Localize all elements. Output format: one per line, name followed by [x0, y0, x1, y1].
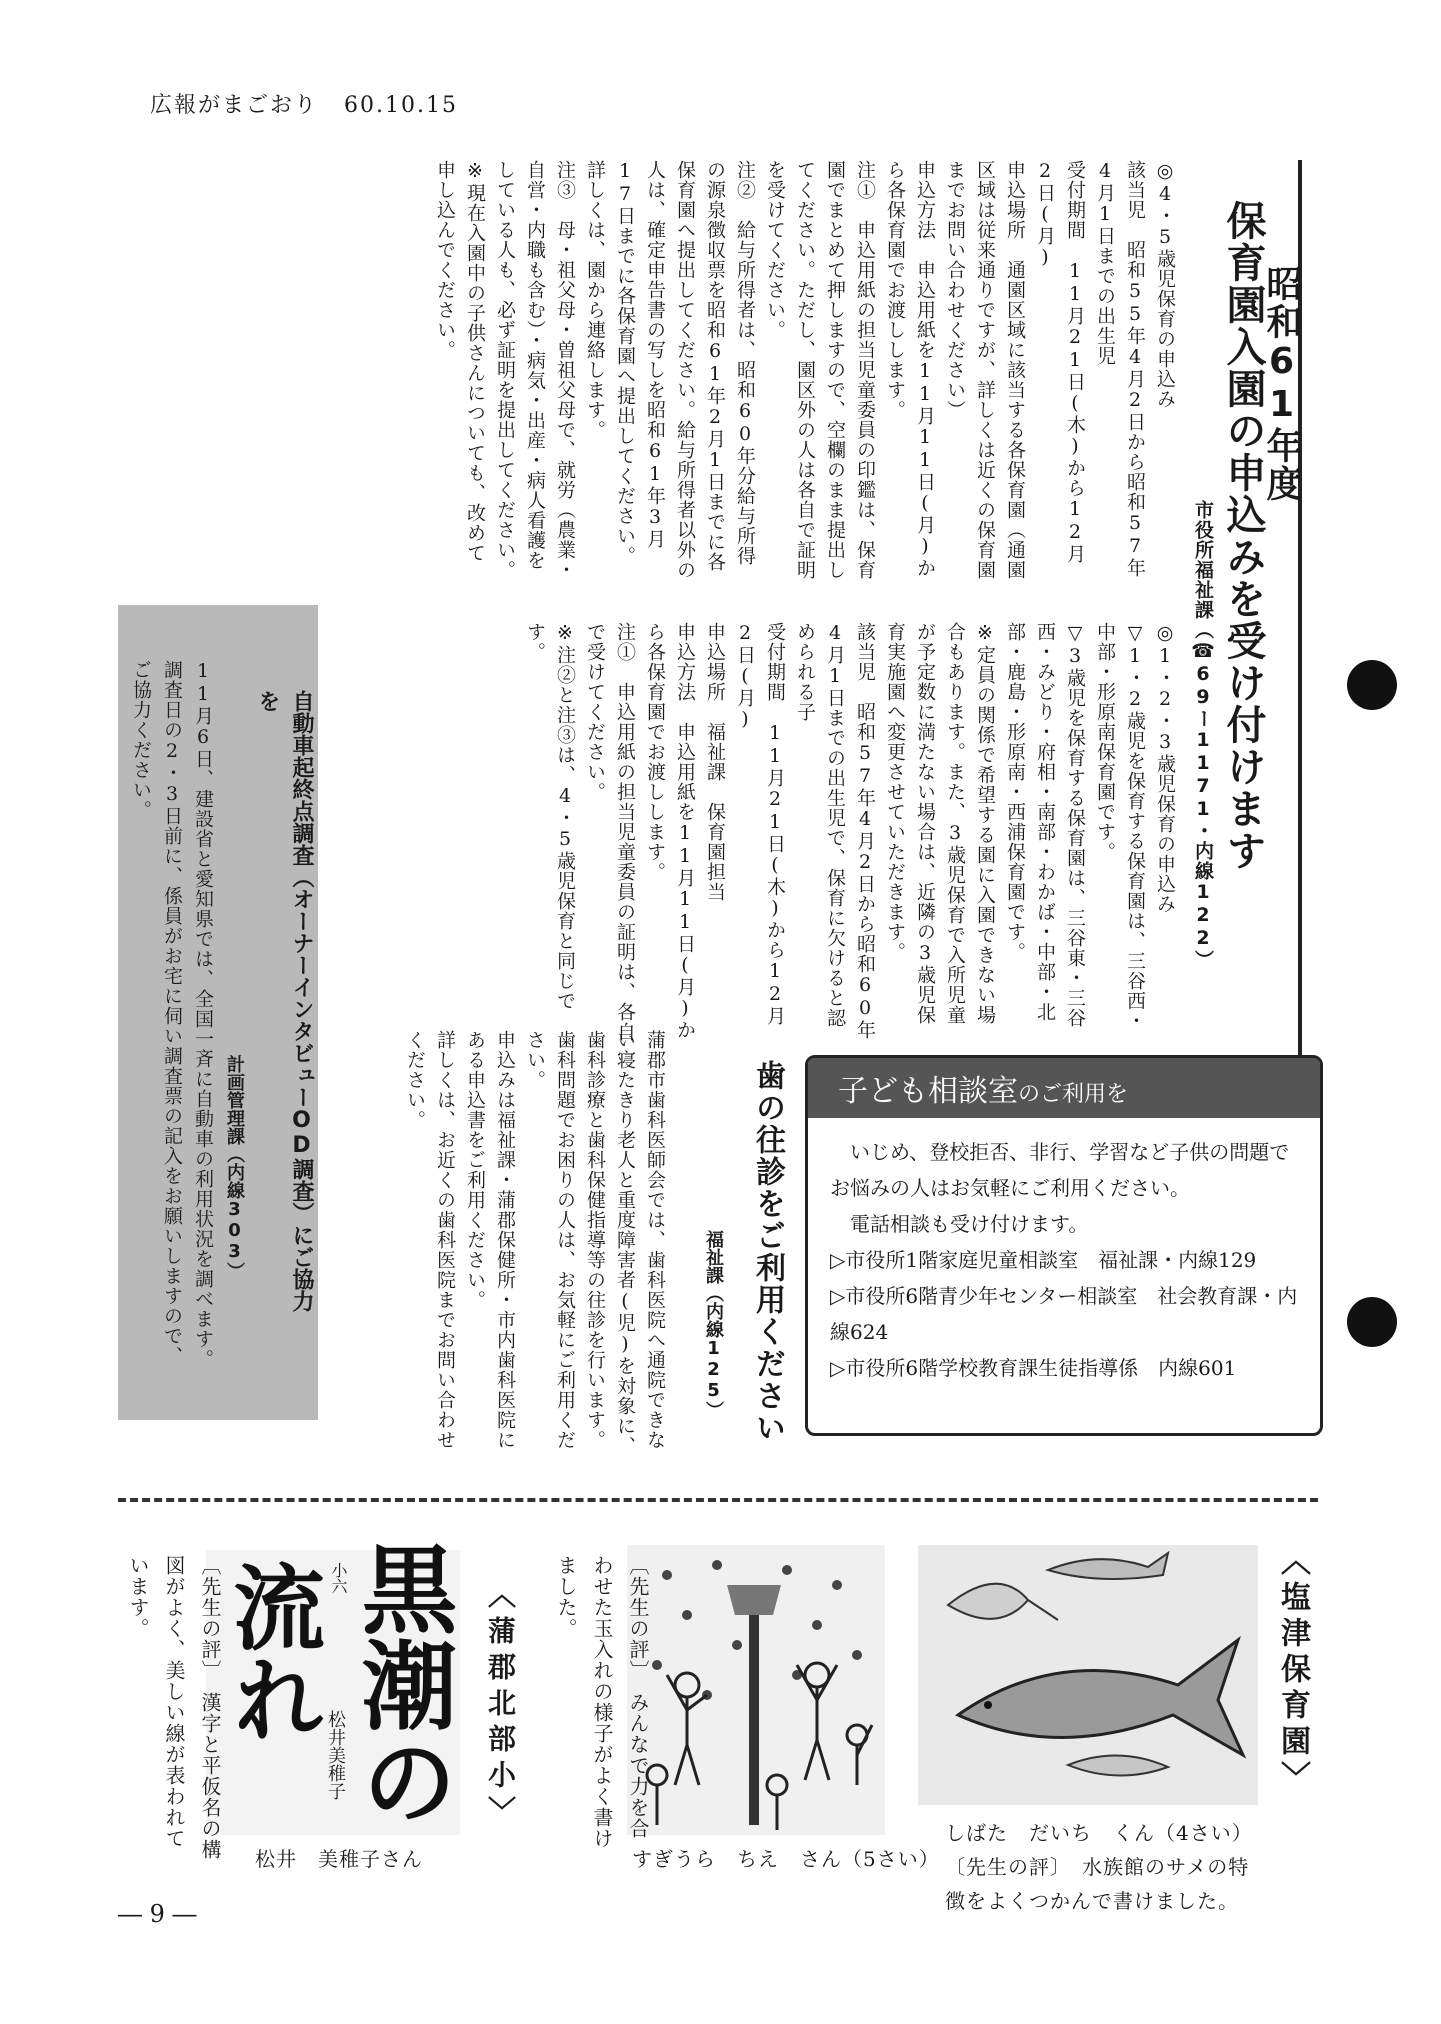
publication-date: 60.10.15 — [344, 93, 458, 118]
article-body-upper: ◎4・5歳児保育の申込み 該当児 昭和55年4月2日から昭和57年4月1日までの出生児 受付期間 11月21日(木)から12月2日(月) 申込場所 通園区域に該当する各保育園（通園区域は従来通りですが、詳しくは近くの保育園までお問い合わせください） 申込方法 申込用紙を11月11日(月)から各保育園でお渡しします。 注① 申込用紙の担当児童委員の印鑑は、保育園でまとめて押しますので、空欄のまま提出してください。ただし、園区外の人は各自で証明を受けてください。 注② 給与所得者は、昭和60年分給与所得の源泉徴収票を昭和61年2月1日までに各保育園へ提出してください。給与所得者以外の人は、確定申告書の写しを昭和61年3月17日までに各保育園へ提出してください。詳しくは、園から連絡します。 注③ 母・祖父母・曽祖父母で、就労（農業・自営・内職も含む）・病気・出産・病人看護をしている人も、必ず証明を提出してください。 ※現在入園中の子供さんについても、改めて申し込んでください。 — [434, 160, 1176, 580]
calligraphy-text-2: 流れ — [218, 1560, 326, 1744]
tamaire-basket — [727, 1585, 781, 1615]
article-dept: 市役所福祉課（☎69ー1171・内線122） — [1192, 500, 1214, 970]
gamagori-review: 〔先生の評〕 みんなで力を合わせた玉入れの様子がよく書けました。 — [554, 1555, 650, 1849]
kodomo-soudan-box — [805, 1055, 1323, 1436]
bullet-dot-lower — [1347, 1297, 1397, 1347]
soudan-body — [808, 1118, 1320, 1386]
shark-drawing — [918, 1545, 1258, 1805]
gamagori-school: 〈蒲郡北部小〉 — [484, 1580, 517, 1832]
soudan-line: ▷市役所6階学校教育課生徒指導係 内線601 — [830, 1356, 1237, 1380]
calligraphy-artist: 松井 美稚子さん — [255, 1847, 423, 1871]
bullet-dot-upper — [1347, 660, 1397, 710]
article-headline: 保育園入園の申込みを受け付けます — [1220, 200, 1266, 872]
tamaire-drawing — [627, 1545, 885, 1835]
soudan-line: 電話相談も受け付けます。 — [830, 1212, 1089, 1236]
survey-dept: 計画管理課（内線303） — [224, 1055, 245, 1280]
soudan-line: ▷市役所6階青少年センター相談室 社会教育課・内線624 — [830, 1284, 1298, 1344]
dental-dept: 福祉課（内線125） — [703, 1230, 724, 1419]
calligraphy-text-1: 黒潮の — [346, 1540, 459, 1828]
shiotsu-school: 〈塩津保育園〉 — [1275, 1545, 1310, 1797]
calligraphy-grade: 小六 — [329, 1562, 348, 1594]
page-header — [150, 88, 484, 119]
shiotsu-review: 〔先生の評〕 水族館のサメの特徴をよくつかんで書けました。 — [945, 1855, 1250, 1913]
soudan-title-suffix: のご利用を — [1018, 1082, 1129, 1107]
soudan-header — [808, 1058, 1320, 1118]
article-kicker: 昭和61年度 — [1261, 265, 1302, 503]
soudan-line: いじめ、登校拒否、非行、学習など子供の問題でお悩みの人はお気軽にご利用ください。 — [830, 1140, 1290, 1200]
page-number: ― 9 ― — [118, 1900, 197, 1928]
soudan-title: 子ども相談室 — [838, 1074, 1018, 1109]
gamagori-artist: すぎうら ちえ さん（5さい） — [632, 1847, 940, 1871]
tamaire-pole — [749, 1585, 759, 1825]
shiotsu-artist: しばた だいち くん（4さい） — [945, 1821, 1253, 1845]
dental-body: 蒲郡市歯科医師会では、歯科医院へ通院できない寝たきり老人と重度障害者(児)を対象に、歯科診療と歯科保健指導等の往診を行います。歯科問題でお困りの人は、お気軽にご利用ください。 申込みは福祉課・蒲郡保健所・市内歯科医院にある申込書をご利用ください。 詳しくは、お近くの歯科医院までお問い合わせください。 — [404, 1030, 666, 1456]
section-divider — [118, 1498, 1318, 1502]
soudan-line: ▷市役所1階家庭児童相談室 福祉課・内線129 — [830, 1248, 1257, 1272]
shark-eye — [984, 1701, 992, 1709]
article-body-lower: ◎1・2・3歳児保育の申込み ▽1・2歳児を保育する保育園は、三谷西・中部・形原南保育園です。 ▽3歳児を保育する保育園は、三谷東・三谷西・みどり・府相・南部・わかば・中部・北部・鹿島・形原南・西浦保育園です。 ※定員の関係で希望する園に入園できない場合もあります。また、3歳児保育で入所児童が予定数に満たない場合は、近隣の3歳児保育実施園へ変更させていただきます。 該当児 昭和57年4月2日から昭和60年4月1日までの出生児で、保育に欠けると認められる子 受付期間 11月21日(木)から12月2日(月) 申込場所 福祉課 保育園担当 申込方法 申込用紙を11月11日(月)から各保育園でお渡しします。 注① 申込用紙の担当児童委員の証明は、各自で受けてください。 ※注②と注③は、4・5歳児保育と同じです。 — [524, 622, 1176, 1042]
survey-body: 11月6日、建設省と愛知県では、全国一斉に自動車の利用状況を調べます。調査日の2・3日前に、係員がお宅に伺い調査票の記入をお願いしますので、ご協力ください。 — [130, 660, 214, 1369]
dental-title: 歯の往診をご利用ください — [750, 1060, 785, 1444]
publication-title: 広報がまごおり — [150, 93, 319, 118]
calligraphy-review: 〔先生の評〕 漢字と平仮名の構図がよく、美しい線が表われています。 — [126, 1555, 222, 1860]
calligraphy-signature: 松井美稚子 — [325, 1710, 346, 1800]
survey-title: 自動車起終点調査（オーナーインタビューOD調査）にご協力を — [255, 690, 314, 1312]
